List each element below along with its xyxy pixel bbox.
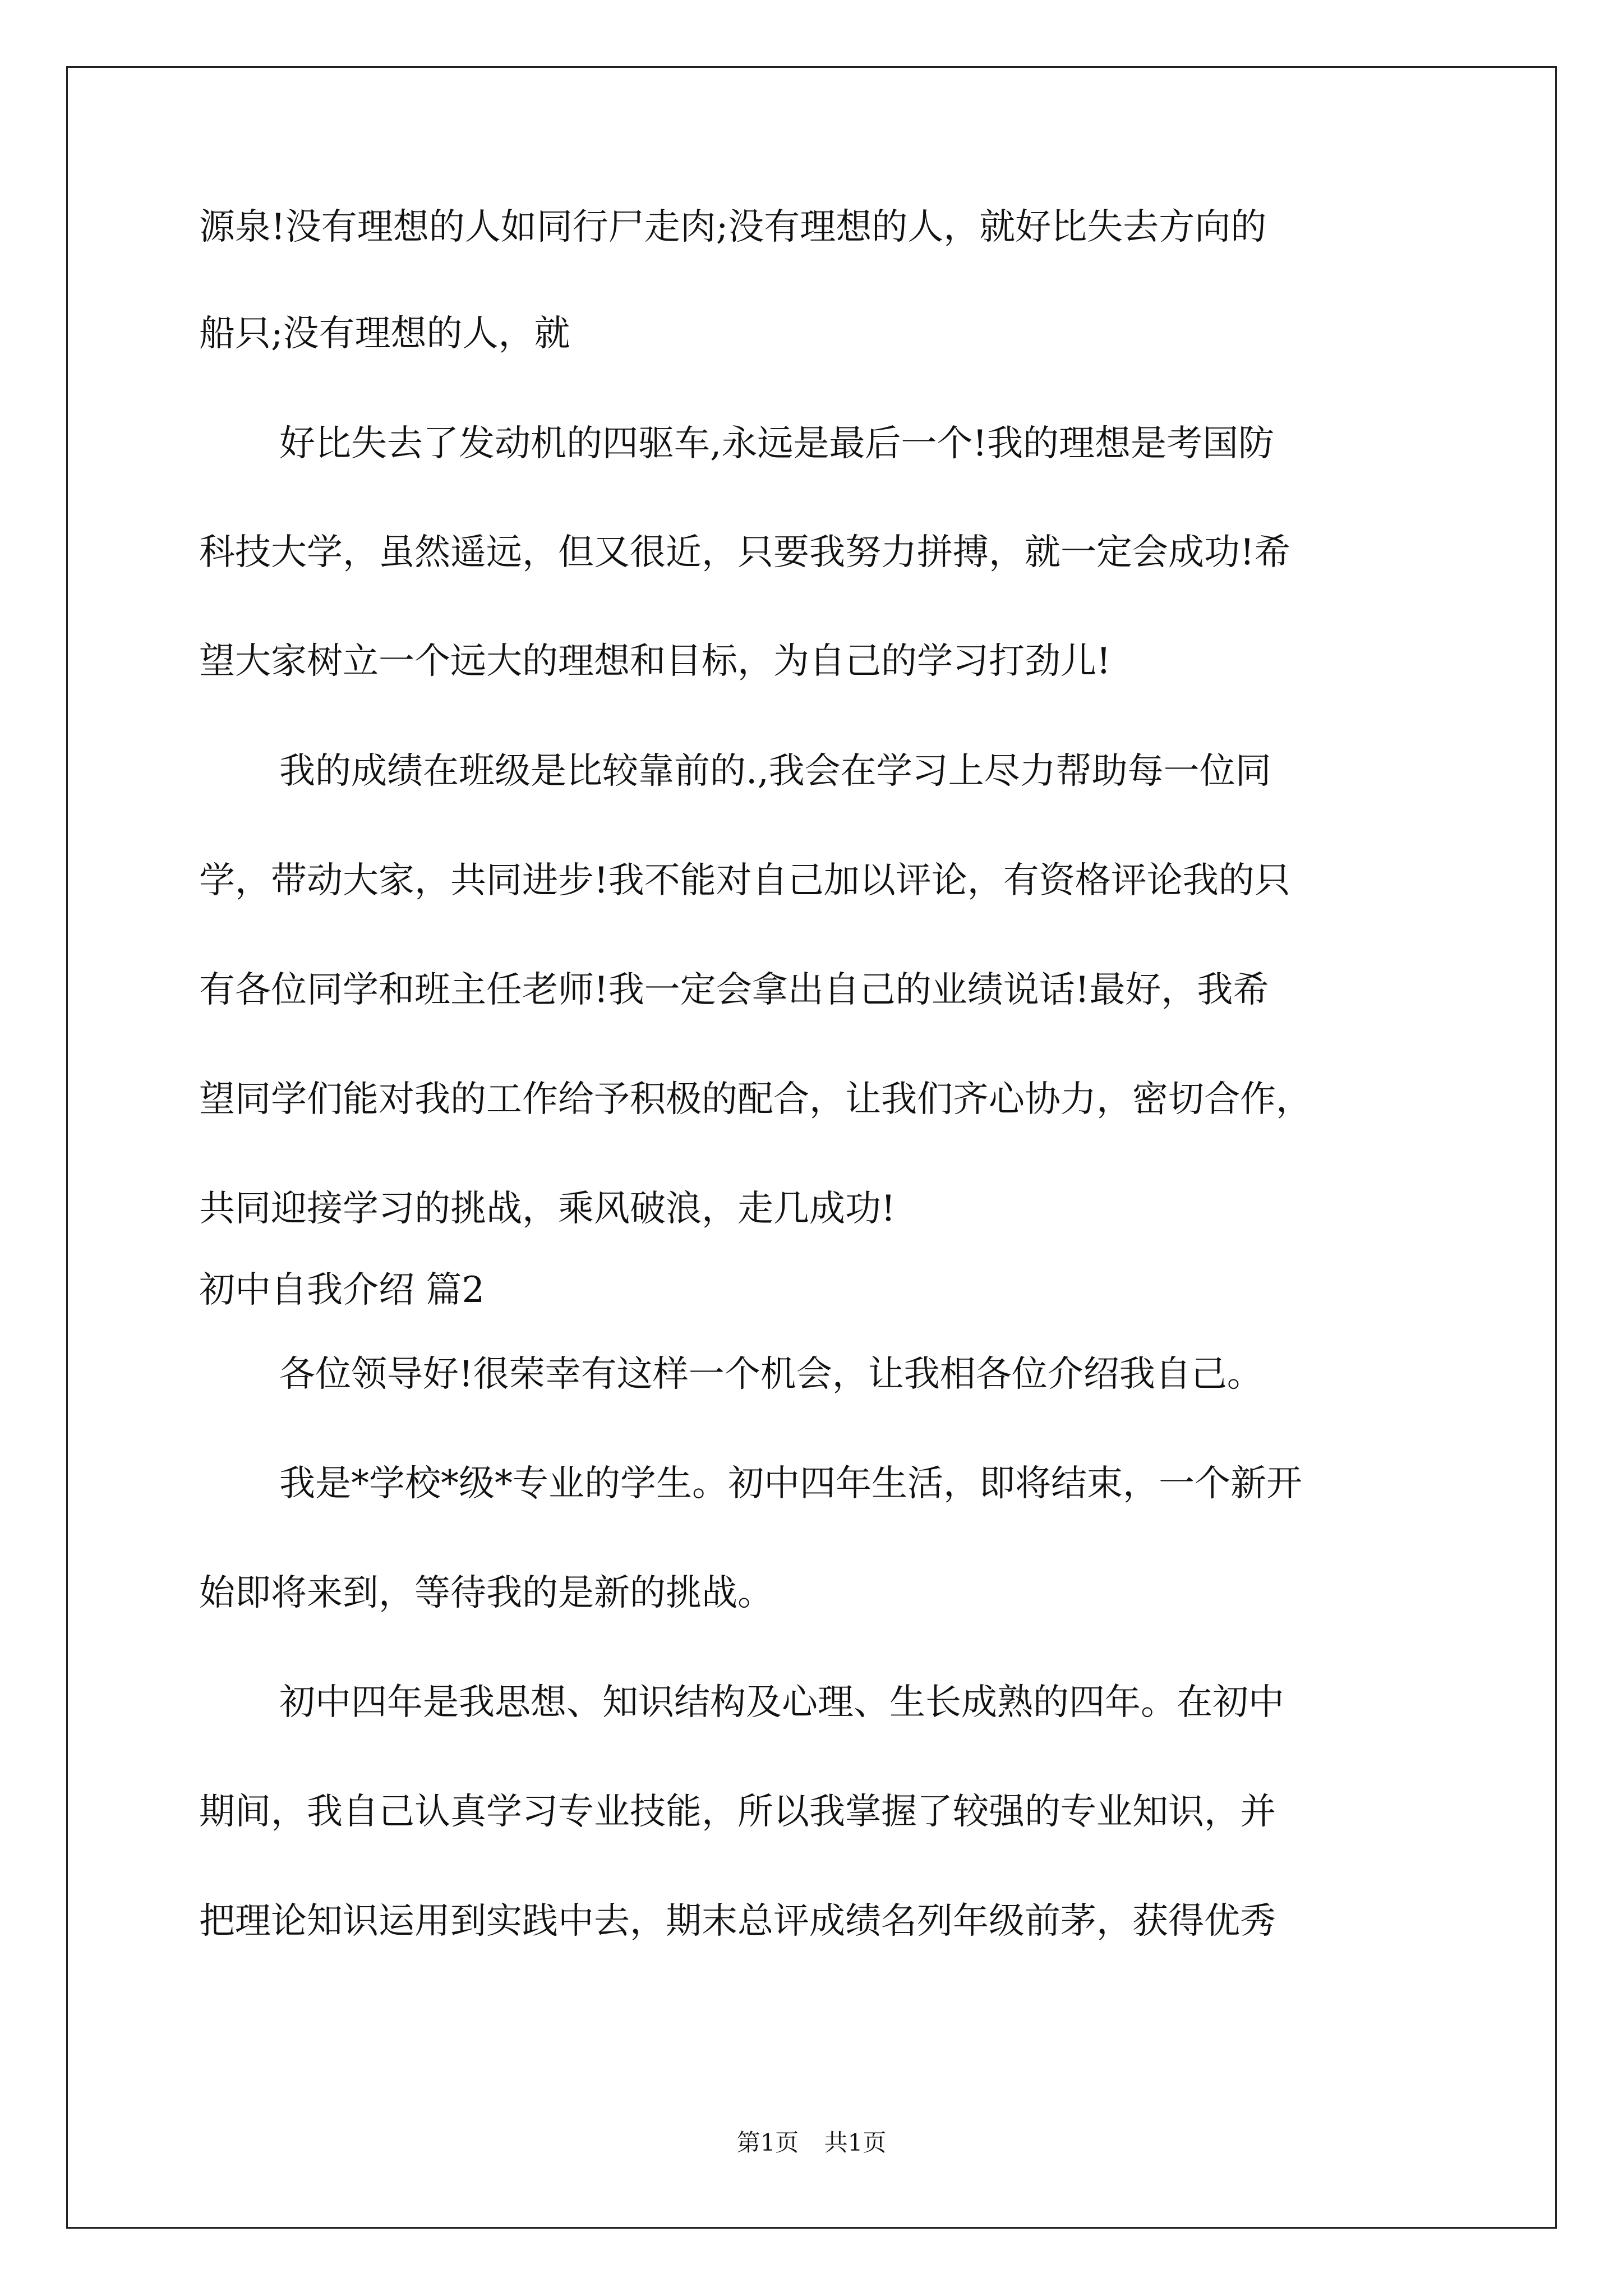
text-line: 把理论知识运用到实践中去，期末总评成绩名列年级前茅，获得优秀: [199, 1901, 1276, 1942]
text-line: 望同学们能对我的工作给予积极的配合，让我们齐心协力，密切合作，: [199, 1079, 1312, 1120]
text-line: 有各位同学和班主任老师!我一定会拿出自己的业绩说话!最好，我希: [199, 969, 1269, 1011]
text-line: 源泉!没有理想的人如同行尸走肉;没有理想的人，就好比失去方向的: [199, 206, 1267, 248]
page-number: 第1页: [736, 2129, 799, 2156]
text-line: 期间，我自己认真学习专业技能，所以我掌握了较强的专业知识，并: [199, 1791, 1276, 1833]
page-total: 共1页: [824, 2129, 887, 2156]
section-heading: 初中自我介绍 篇2: [199, 1269, 485, 1311]
page-footer: [0, 2126, 1623, 2160]
text-line: 始即将来到，等待我的是新的挑战。: [199, 1572, 773, 1614]
text-line: 船只;没有理想的人，就: [199, 313, 570, 355]
paragraph-start-line: 我的成绩在班级是比较靠前的.,我会在学习上尽力帮助每一位同: [279, 751, 1271, 792]
paragraph-start-line: 好比失去了发动机的四驱车,永远是最后一个!我的理想是考国防: [279, 423, 1275, 464]
text-line: 科技大学，虽然遥远，但又很近，只要我努力拼搏，就一定会成功!希: [199, 532, 1290, 573]
paragraph-start-line: 初中四年是我思想、知识结构及心理、生长成熟的四年。在初中: [279, 1682, 1284, 1723]
text-line: 共同迎接学习的挑战，乘风破浪，走几成功!: [199, 1188, 896, 1230]
text-line: 望大家树立一个远大的理想和目标，为自己的学习打劲儿!: [199, 641, 1111, 682]
text-line: 学，带动大家，共同进步!我不能对自己加以评论，有资格评论我的只: [199, 860, 1290, 901]
paragraph-start-line: 我是*学校*级*专业的学生。初中四年生活，即将结束，一个新开: [279, 1463, 1302, 1504]
paragraph-start-line: 各位领导好!很荣幸有这样一个机会，让我相各位介绍我自己。: [279, 1354, 1263, 1395]
